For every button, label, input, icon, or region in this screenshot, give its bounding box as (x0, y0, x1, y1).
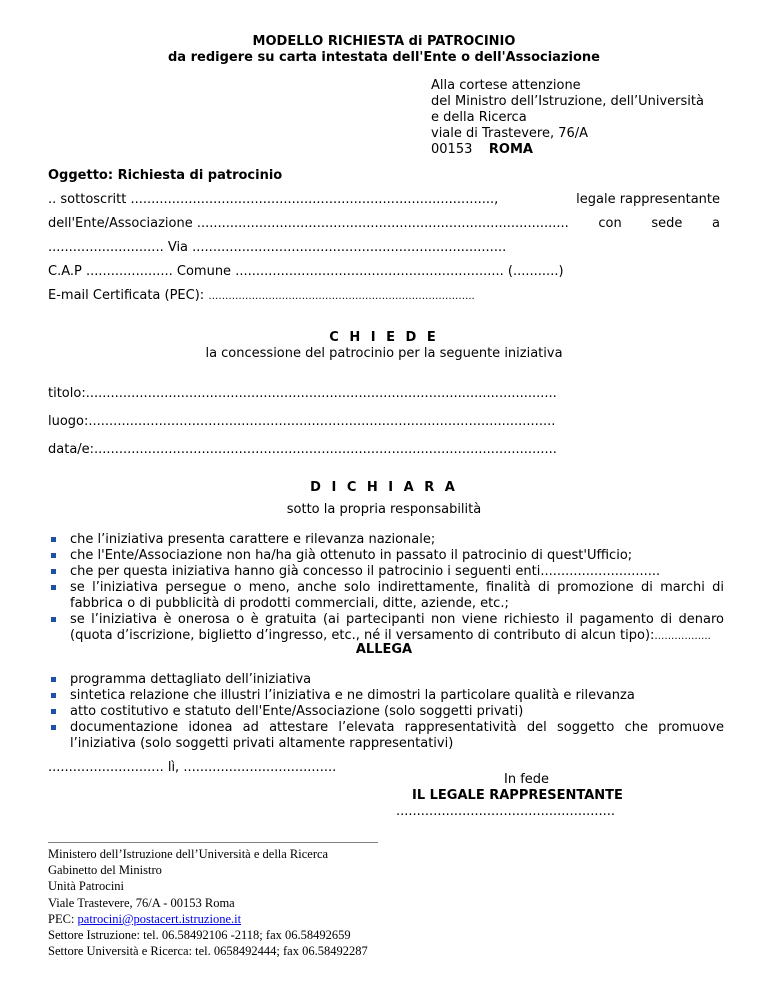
declarations-list (48, 532, 724, 645)
recipient-city-line (431, 142, 704, 158)
footer (48, 846, 368, 959)
fee-field[interactable]: …………….. (654, 631, 711, 642)
legal-rep-label: legale rappresentante (576, 192, 720, 207)
recipient-line: del Ministro dell’Istruzione, dell’Università (431, 94, 704, 109)
document-title: MODELLO RICHIESTA di PATROCINIO (252, 34, 516, 49)
entity-field[interactable]: dell'Ente/Associazione .......................................................................................... (48, 216, 569, 231)
pec-label: E-mail Certificata (PEC): (48, 288, 205, 303)
recipient-block (431, 78, 704, 158)
recipient-city: ROMA (488, 142, 533, 157)
attachments-list (48, 672, 724, 752)
footer-pec-label: PEC: (48, 911, 75, 926)
list-item: sintetica relazione che illustri l’iniziativa e ne dimostri la particolare qualità e rilevanza (48, 688, 724, 704)
address-field[interactable]: ............................ Via ............................................................................ (48, 240, 507, 255)
document-subtitle: da redigere su carta intestata dell'Ente o dell'Associazione (168, 50, 600, 65)
place-date-field[interactable]: ............................ lì, ..................................... (48, 760, 337, 775)
list-item: che l’iniziativa presenta carattere e rilevanza nazionale; (48, 532, 724, 548)
title-field[interactable]: titolo:.................................................................................................................. (48, 386, 557, 401)
list-item: documentazione idonea ad attestare l’elevata rappresentatività del soggetto che promuove l’iniziativa (solo soggetti privati altamente rappresentativi) (48, 720, 724, 752)
footer-divider (48, 842, 378, 843)
recipient-cap: 00153 (431, 142, 473, 157)
footer-pec (48, 911, 368, 927)
with-label: con (598, 216, 622, 231)
cap-comune-field[interactable]: C.A.P ..................... Comune ................................................................. (...........) (48, 264, 564, 279)
chiede-heading: C H I E D E (329, 330, 439, 345)
pec-field[interactable]: …………………………………………………………………….. (208, 291, 475, 302)
footer-phone-school: Settore Istruzione: tel. 06.58492106 -2118; fax 06.58492659 (48, 928, 351, 943)
dichiara-heading: D I C H I A R A (310, 480, 458, 495)
pec-email-link[interactable]: patrocini@postacert.istruzione.it (77, 911, 242, 926)
chiede-text: la concessione del patrocinio per la seguente iniziativa (205, 346, 563, 361)
recipient-address: viale di Trastevere, 76/A (431, 126, 589, 141)
at-label: a (712, 216, 720, 231)
signature-field[interactable]: ..................................................... (396, 804, 616, 819)
date-field[interactable]: data/e:................................................................................................................ (48, 442, 557, 457)
dichiara-text: sotto la propria responsabilità (286, 502, 482, 517)
list-item: se l’iniziativa persegue o meno, anche solo indirettamente, finalità di promozione di marchi di fabbrica o di pubblicità di prodotti commerciali, ditte, aziende, etc.; (48, 580, 724, 612)
list-item (48, 612, 724, 645)
footer-address: Viale Trastevere, 76/A - 00153 Roma (48, 895, 235, 910)
form-line-signatory (48, 192, 720, 207)
signatory-field[interactable]: .. sottoscritt ........................................................................................, (48, 192, 499, 207)
legal-rep-title: IL LEGALE RAPPRESENTANTE (412, 788, 623, 803)
footer-ministry: Ministero dell’Istruzione dell’Università e della Ricerca (48, 847, 329, 861)
recipient-line: Alla cortese attenzione (431, 78, 581, 93)
list-item: programma dettagliato dell’iniziativa (48, 672, 724, 688)
footer-office: Gabinetto del Ministro (48, 863, 162, 878)
in-fede-label: In fede (504, 772, 550, 787)
footer-unit: Unità Patrocini (48, 879, 125, 894)
list-item: che per questa iniziativa hanno già concesso il patrocinio i seguenti enti............................. (48, 564, 724, 580)
subject: Oggetto: Richiesta di patrocinio (48, 168, 283, 183)
place-field[interactable]: luogo:................................................................................................................. (48, 414, 556, 429)
form-line-entity (48, 216, 720, 231)
allega-heading: ALLEGA (355, 642, 413, 657)
seat-label: sede (651, 216, 683, 231)
footer-phone-university: Settore Università e Ricerca: tel. 0658492444; fax 06.58492287 (48, 944, 368, 959)
list-item: che l'Ente/Associazione non ha/ha già ottenuto in passato il patrocinio di quest'Ufficio; (48, 548, 724, 564)
recipient-line: e della Ricerca (431, 110, 527, 125)
list-item-text: se l’iniziativa è onerosa o è gratuita (ai partecipanti non viene richiesto il pagamento di denaro (quota d’iscrizione, biglietto d’ingresso, etc., né il versamento di contributo di alcun tipo): (70, 612, 724, 643)
pec-line (48, 288, 475, 303)
list-item: atto costitutivo e statuto dell'Ente/Associazione (solo soggetti privati) (48, 704, 724, 720)
